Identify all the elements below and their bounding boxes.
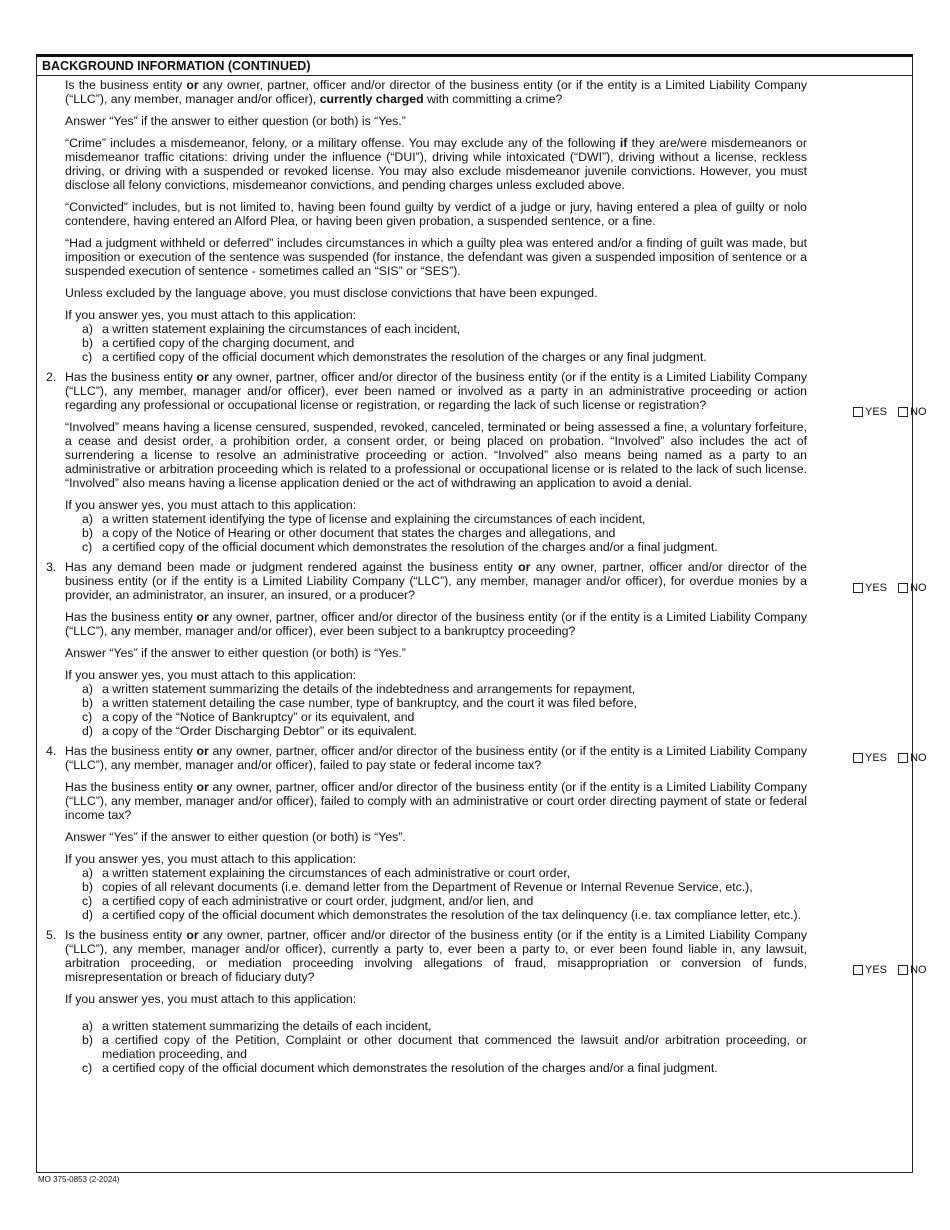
q2-attach-list <box>65 512 807 554</box>
list-item: a) a written statement summarizing the details of each incident, <box>82 1019 432 1033</box>
q4-answer-note: Answer “Yes” if the answer to either question (or both) is “Yes”. <box>65 830 406 844</box>
question-3 <box>46 560 927 738</box>
list-item: b) a written statement detailing the case number, type of bankruptcy, and the court it was filed before, <box>82 696 637 710</box>
q3-yes-checkbox[interactable] <box>853 583 863 593</box>
q4-question: Has the business entity or any owner, partner, officer and/or director of the business entity (or if the entity is a Limited Liability Company (“LLC”), any member, manager and/or officer), failed to pay state or federal income tax? <box>65 744 807 772</box>
q3-attach-intro: If you answer yes, you must attach to this application: <box>65 668 357 682</box>
q5-question: Is the business entity or any owner, partner, officer and/or director of the business entity (or if the entity is a Limited Liability Company (“LLC”), any member, manager and/or officer), currently a party to, ever been a party to, or ever been found liable in, any lawsuit, arbitration proceeding, or mediation proceeding involving allegations of fraud, misappropriation or conversion of funds, misrepresentation or breach of fiduciary duty? <box>65 928 807 984</box>
no-label: NO <box>910 582 927 594</box>
q2-no-checkbox[interactable] <box>898 407 908 417</box>
yes-label: YES <box>865 582 888 594</box>
q5-yes-checkbox[interactable] <box>853 965 863 975</box>
q1-attach-intro: If you answer yes, you must attach to this application: <box>65 308 357 322</box>
q2-involved-definition: “Involved” means having a license censured, suspended, revoked, canceled, terminated or being assessed a fine, a voluntary forfeiture, a cease and desist order, a prohibition order, a consent order, or being placed on probation. “Involved” also includes the act of surrendering a license to resolve an administrative proceeding or action. “Involved” also means being named as a party to an administrative or arbitration proceeding which is related to a professional or occupational license or is related to the lack of such license. “Involved” also means having a license application denied or the act of withdrawing an application to avoid a denial. <box>65 420 807 490</box>
list-item: a) a written statement summarizing the details of the indebtedness and arrangements for repayment, <box>82 682 636 696</box>
q5-yes-no <box>853 964 927 976</box>
q3-no-checkbox[interactable] <box>898 583 908 593</box>
yes-label: YES <box>865 964 888 976</box>
q4-order-question: Has the business entity or any owner, partner, officer and/or director of the business entity (or if the entity is a Limited Liability Company (“LLC”), any member, manager and/or officer), failed to comply with an administrative or court order directing payment of state or federal income tax? <box>65 780 807 822</box>
list-item: c) a certified copy of the official document which demonstrates the resolution of the charges and/or a final judgment. <box>82 1061 718 1075</box>
q1-crime-definition: “Crime” includes a misdemeanor, felony, or a military offense. You may exclude any of the following if they are/were misdemeanors or misdemeanor traffic citations: driving under the influence (“DUI”), driving while intoxicated (“DWI”), driving without a license, reckless driving, or driving with a suspended or revoked license. You may also exclude misdemeanor juvenile convictions. However, you must disclose all felony convictions, misdemeanor convictions, and pending charges unless excluded above. <box>65 136 807 192</box>
form-section <box>36 55 927 1173</box>
q4-no-checkbox[interactable] <box>898 753 908 763</box>
form-number: MO 375-0853 (2-2024) <box>38 1175 120 1184</box>
q3-attach-list <box>65 682 807 738</box>
q1-question: Is the business entity or any owner, partner, officer and/or director of the business entity (or if the entity is a Limited Liability Company (“LLC”), any member, manager and/or officer), currently charged with committing a crime? <box>65 78 807 106</box>
list-item: d) a certified copy of the official document which demonstrates the resolution of the tax delinquency (i.e. tax compliance letter, etc.). <box>82 908 802 922</box>
no-label: NO <box>910 406 927 418</box>
question-5 <box>46 928 927 1075</box>
q1-attach-list <box>65 322 807 364</box>
q3-yes-no <box>853 582 927 594</box>
q5-no-checkbox[interactable] <box>898 965 908 975</box>
question-1 <box>65 78 807 364</box>
list-item: c) a certified copy of the official document which demonstrates the resolution of the charges and/or a final judgment. <box>82 540 718 554</box>
list-item: b) a certified copy of the charging document, and <box>82 336 355 350</box>
q3-bankruptcy-question: Has the business entity or any owner, partner, officer and/or director of the business entity (or if the entity is a Limited Liability Company (“LLC”), any member, manager and/or officer), ever been subject to a bankruptcy proceeding? <box>65 610 807 638</box>
q1-convicted-definition: “Convicted” includes, but is not limited to, having been found guilty by verdict of a judge or jury, having entered a plea of guilty or nolo contendere, having entered an Alford Plea, or having been given probation, a suspended sentence, or a fine. <box>65 200 807 228</box>
section-content <box>46 78 927 1081</box>
list-item: b) copies of all relevant documents (i.e. demand letter from the Department of Revenue or Internal Revenue Service, etc.), <box>82 880 753 894</box>
q4-yes-no <box>853 752 927 764</box>
q4-attach-list <box>65 866 807 922</box>
q5-attach-list <box>65 1019 807 1075</box>
list-item: c) a certified copy of the official document which demonstrates the resolution of the charges or any final judgment. <box>82 350 707 364</box>
q1-answer-note: Answer “Yes” if the answer to either question (or both) is “Yes.” <box>65 114 406 128</box>
q5-attach-intro: If you answer yes, you must attach to this application: <box>65 992 357 1006</box>
list-item: c) a copy of the “Notice of Bankruptcy” or its equivalent, and <box>82 710 415 724</box>
q2-attach-intro: If you answer yes, you must attach to this application: <box>65 498 357 512</box>
list-item: b) a certified copy of the Petition, Complaint or other document that commenced the lawsuit and/or arbitration proceeding, or mediation proceeding, and <box>82 1033 807 1061</box>
q4-yes-checkbox[interactable] <box>853 753 863 763</box>
yes-label: YES <box>865 406 888 418</box>
q2-question: Has the business entity or any owner, partner, officer and/or director of the business entity (or if the entity is a Limited Liability Company (“LLC”), any member, manager and/or officer), ever been named or involved as a party in an administrative proceeding or action regarding any professional or occupational license or registration, or regarding the lack of such license or registration? <box>65 370 807 412</box>
section-header: BACKGROUND INFORMATION (CONTINUED) <box>37 56 912 76</box>
no-label: NO <box>910 964 927 976</box>
list-item: a) a written statement explaining the circumstances of each administrative or court order, <box>82 866 571 880</box>
q1-judgment-definition: “Had a judgment withheld or deferred” includes circumstances in which a guilty plea was entered and/or a finding of guilt was made, but imposition or execution of the sentence was suspended (for instance, the defendant was given a suspended imposition of sentence or a suspended execution of sentence - sometimes called an “SIS” or “SES”). <box>65 236 807 278</box>
list-item: b) a copy of the Notice of Hearing or other document that states the charges and allegations, and <box>82 526 616 540</box>
question-number: 5. <box>46 928 57 942</box>
q1-expunged-note: Unless excluded by the language above, you must disclose convictions that have been expunged. <box>65 286 598 300</box>
list-item: a) a written statement identifying the type of license and explaining the circumstances of each incident, <box>82 512 646 526</box>
list-item: c) a certified copy of each administrative or court order, judgment, and/or lien, and <box>82 894 534 908</box>
question-2 <box>46 370 927 554</box>
list-item: d) a copy of the “Order Discharging Debtor” or its equivalent. <box>82 724 418 738</box>
question-4 <box>46 744 927 922</box>
q3-question: Has any demand been made or judgment rendered against the business entity or any owner, partner, officer and/or director of the business entity (or if the entity is a Limited Liability Company (“LLC”), any member, manager and/or officer), for overdue monies by a provider, an administrator, an insurer, an insured, or a producer? <box>65 560 807 602</box>
no-label: NO <box>910 752 927 764</box>
question-number: 4. <box>46 744 57 758</box>
q2-yes-no <box>853 406 927 418</box>
q2-yes-checkbox[interactable] <box>853 407 863 417</box>
question-number: 2. <box>46 370 57 384</box>
question-number: 3. <box>46 560 57 574</box>
q3-answer-note: Answer “Yes” if the answer to either question (or both) is “Yes.” <box>65 646 406 660</box>
q4-attach-intro: If you answer yes, you must attach to this application: <box>65 852 357 866</box>
yes-label: YES <box>865 752 888 764</box>
list-item: a) a written statement explaining the circumstances of each incident, <box>82 322 461 336</box>
